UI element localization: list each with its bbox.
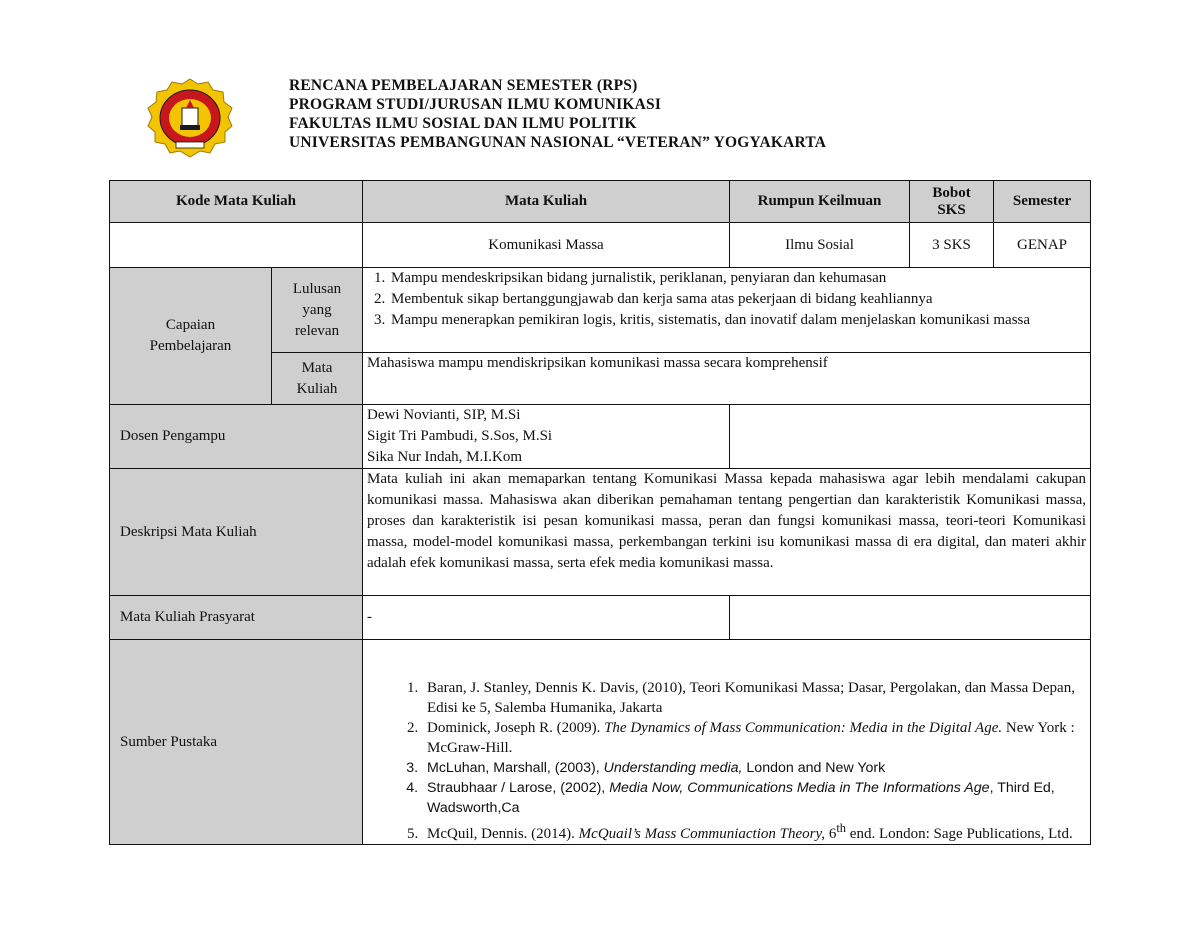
header-bobot: Bobot SKS — [910, 181, 994, 223]
capaian-label: Capaian Pembelajaran — [110, 268, 272, 405]
header-title: RENCANA PEMBELAJARAN SEMESTER (RPS) — [289, 77, 638, 94]
lulusan-list — [363, 268, 1091, 353]
list-item: 3. McLuhan, Marshall, (2003), Understanding media, London and New York — [422, 758, 1086, 778]
university-seal-logo — [146, 78, 234, 158]
pustaka-list — [367, 678, 1086, 844]
course-name: Komunikasi Massa — [363, 223, 730, 268]
course-rumpun: Ilmu Sosial — [730, 223, 910, 268]
dosen-row — [110, 405, 1091, 469]
capaian-row-lulusan — [110, 268, 1091, 353]
rps-table — [109, 180, 1091, 845]
list-item: 5. McQuil, Dennis. (2014). McQuail’s Mass Communiaction Theory, 6th end. London: Sage Publications, Ltd. — [422, 818, 1086, 844]
list-item: 2. Membentuk sikap bertanggungjawab dan kerja sama atas pekerjaan di bidang keahliannya — [389, 289, 1086, 310]
mk-label: Mata Kuliah — [272, 353, 363, 405]
pustaka-list-cell — [363, 640, 1091, 845]
list-item: 1. Mampu mendeskripsikan bidang jurnalistik, periklanan, penyiaran dan kehumasan — [389, 268, 1086, 289]
list-item: 2. Dominick, Joseph R. (2009). The Dynamics of Mass Communication: Media in the Digital Age. New York : McGraw-Hill. — [422, 718, 1086, 758]
pustaka-label: Sumber Pustaka — [110, 640, 363, 845]
lecturer-name: Dewi Novianti, SIP, M.Si — [367, 407, 521, 423]
lecturer-name: Sigit Tri Pambudi, S.Sos, M.Si — [367, 428, 553, 444]
list-item: 1. Baran, J. Stanley, Dennis K. Davis, (2010), Teori Komunikasi Massa; Dasar, Pergolakan, dan Massa Depan, Edisi ke 5, Salemba Humanika, Jakarta — [422, 678, 1086, 718]
header-mata-kuliah: Mata Kuliah — [363, 181, 730, 223]
document-header — [289, 76, 826, 152]
deskripsi-label: Deskripsi Mata Kuliah — [110, 469, 363, 596]
header-semester: Semester — [994, 181, 1091, 223]
header-university: UNIVERSITAS PEMBANGUNAN NASIONAL “VETERAN” YOGYAKARTA — [289, 134, 827, 151]
course-semester: GENAP — [994, 223, 1091, 268]
list-item: 3. Mampu menerapkan pemikiran logis, kritis, sistematis, dan inovatif dalam menjelaskan komunikasi massa — [389, 310, 1086, 331]
table-header-row — [110, 181, 1091, 223]
header-kode: Kode Mata Kuliah — [110, 181, 363, 223]
lulusan-label: Lulusan yang relevan — [272, 268, 363, 353]
list-item: 4. Straubhaar / Larose, (2002), Media Now, Communications Media in The Informations Age, Third Ed, Wadsworth,Ca — [422, 778, 1086, 818]
lecturer-name: Sika Nur Indah, M.I.Kom — [367, 449, 522, 465]
prasyarat-label: Mata Kuliah Prasyarat — [110, 596, 363, 640]
course-sks: 3 SKS — [910, 223, 994, 268]
header-program: PROGRAM STUDI/JURUSAN ILMU KOMUNIKASI — [289, 96, 662, 113]
dosen-label: Dosen Pengampu — [110, 405, 363, 469]
header-rumpun: Rumpun Keilmuan — [730, 181, 910, 223]
deskripsi-row — [110, 469, 1091, 596]
mk-text: Mahasiswa mampu mendiskripsikan komunikasi massa secara komprehensif — [363, 353, 1091, 405]
prasyarat-value: - — [363, 596, 730, 640]
course-row — [110, 223, 1091, 268]
dosen-empty — [730, 405, 1091, 469]
dosen-names — [363, 405, 730, 469]
header-faculty: FAKULTAS ILMU SOSIAL DAN ILMU POLITIK — [289, 115, 637, 132]
course-kode — [110, 223, 363, 268]
prasyarat-empty — [730, 596, 1091, 640]
prasyarat-row — [110, 596, 1091, 640]
pustaka-row — [110, 640, 1091, 845]
deskripsi-text: Mata kuliah ini akan memaparkan tentang Komunikasi Massa kepada mahasiswa agar lebih mendalami cakupan komunikasi massa. Mahasiswa akan diberikan pemahaman tentang pengertian dan karakteristik Komunikasi massa, proses dan karakteristik isi pesan komunikasi massa, peran dan fungsi komunikasi massa, teori-teori Komunikasi massa, model-model komunikasi massa, perkembangan terkini isu komunikasi massa di era digital, dan materi akhir adalah efek komunikasi massa, serta efek media komunikasi massa. — [363, 469, 1091, 596]
